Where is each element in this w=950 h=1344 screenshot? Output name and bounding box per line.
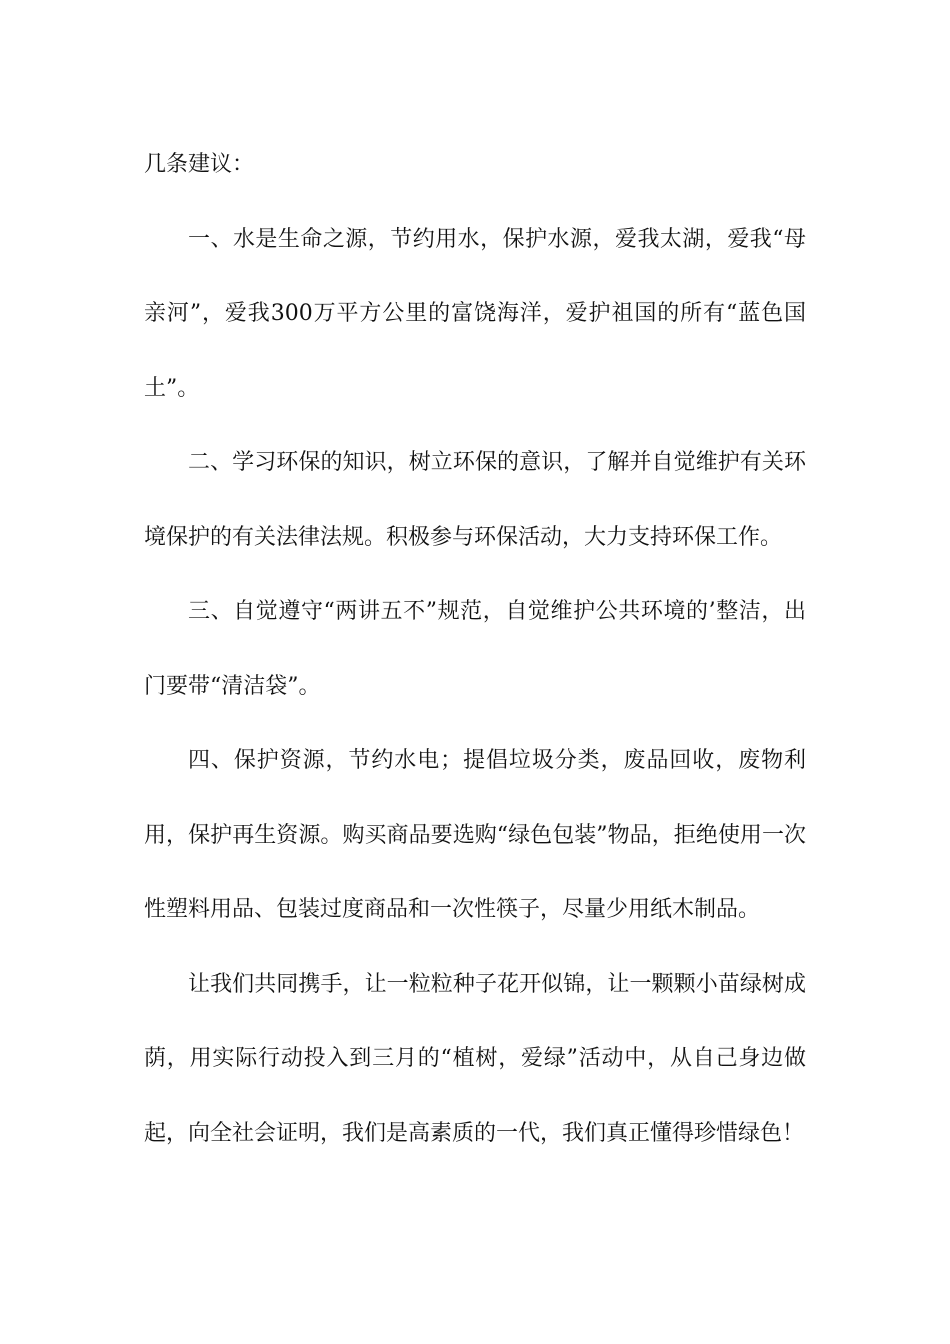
paragraph-suggestion-1: 一、水是生命之源，节约用水，保护水源，爱我太湖，爱我“母亲河”，爱我300万平方公里的富饶海洋，爱护祖国的所有“蓝色国土”。 [144,226,806,401]
paragraph-suggestion-4: 四、保护资源，节约水电；提倡垃圾分类，废品回收，废物利用，保护再生资源。购买商品要选购“绿色包装”物品，拒绝使用一次性塑料用品、包装过度商品和一次性筷子，尽量少用纸木制品。 [144,748,806,922]
paragraph-suggestion-2: 二、学习环保的知识，树立环保的意识，了解并自觉维护有关环境保护的有关法律法规。积极参与环保活动，大力支持环保工作。 [144,450,806,550]
paragraph-suggestion-3: 三、自觉遵守“两讲五不”规范，自觉维护公共环境的’整洁，出门要带“清洁袋”。 [144,599,806,699]
paragraph-closing: 让我们共同携手，让一粒粒种子花开似锦，让一颗颗小苗绿树成荫，用实际行动投入到三月的“植树，爱绿”活动中，从自己身边做起，向全社会证明，我们是高素质的一代，我们真正懂得珍惜绿色！ [144,971,806,1146]
document-body [144,128,806,1171]
paragraph-intro: 几条建议： [144,152,255,177]
